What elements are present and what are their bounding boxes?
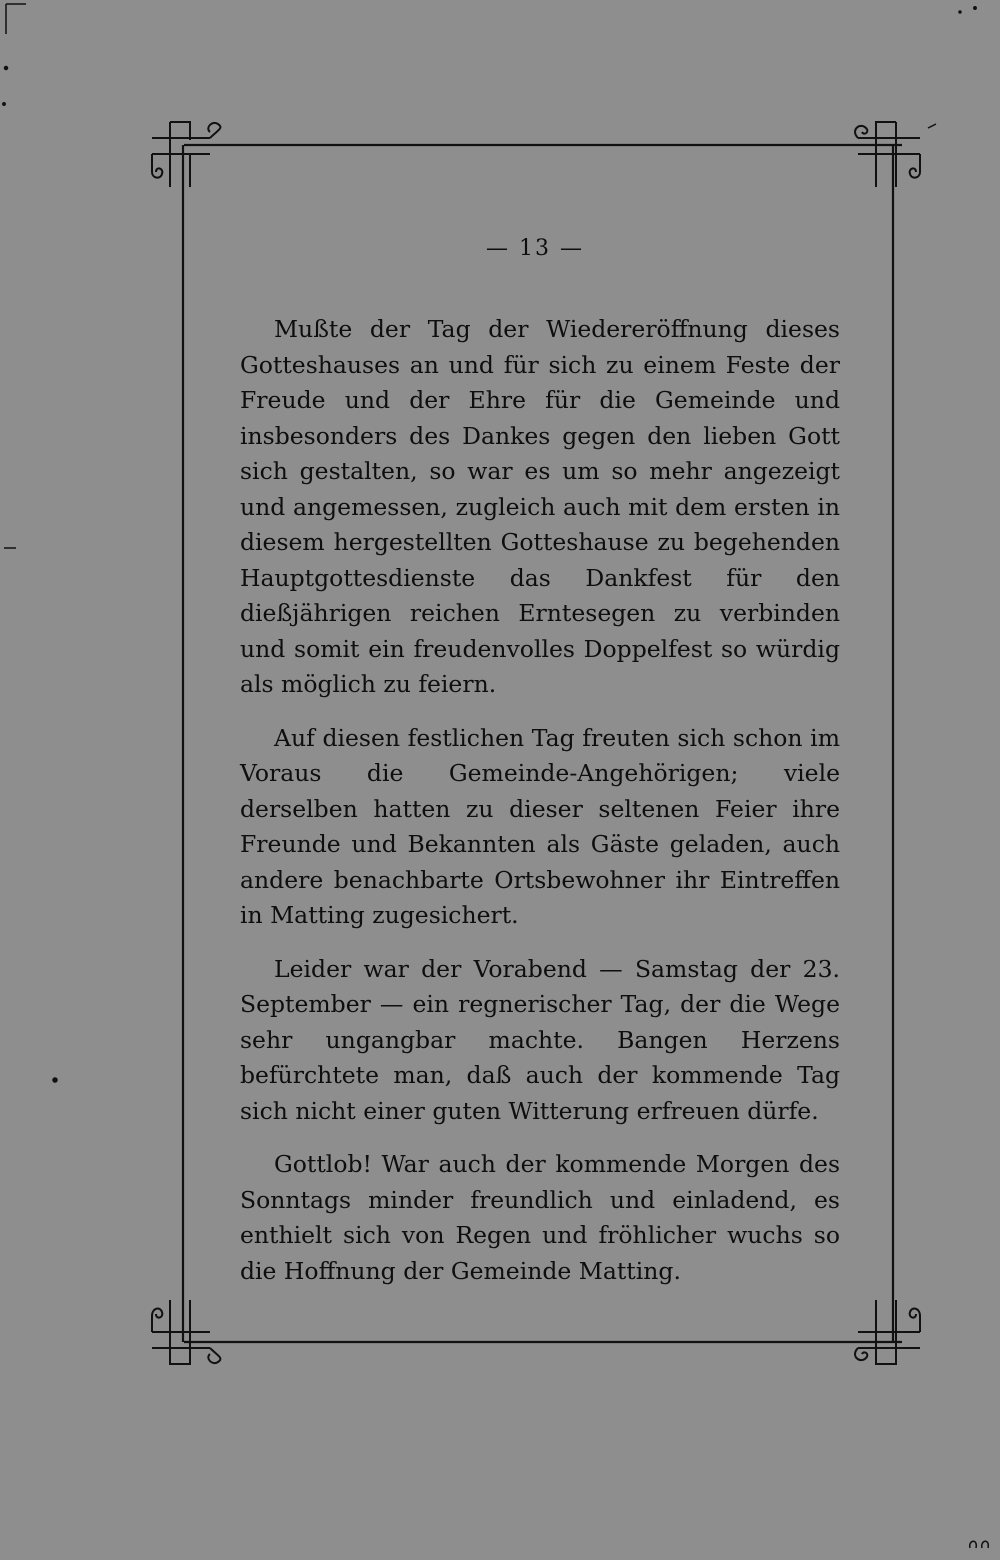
text-body <box>240 312 840 1289</box>
corner-ornament-top-left <box>152 122 220 187</box>
paragraph-1: Mußte der Tag der Wiedereröffnung dieses Gotteshauses an und für sich zu einem Feste der Freude und der Ehre für die Gemeinde und insbesonders des Dankes gegen den lieben Gott sich gestalten, so war es um so mehr angezeigt und angemessen, zugleich auch mit dem ersten in diesem hergestellten Gotteshause zu begehenden Hauptgottesdienste das Dankfest für den dießjährigen reichen Erntesegen zu verbinden und somit ein freudenvolles Doppelfest so würdig als möglich zu feiern. <box>240 315 840 698</box>
paragraph-3: Leider war der Vorabend — Samstag der 23. September — ein regnerischer Tag, der die Wege sehr ungangbar machte. Bangen Herzens befürchtete man, daß auch der kommende Tag sich nicht einer guten Witterung erfreuen dürfe. <box>240 954 840 1125</box>
page-number: — 13 — <box>486 236 584 261</box>
corner-ornament-bottom-left <box>152 1300 220 1364</box>
paragraph-4: Gottlob! War auch der kommende Morgen des Sonntags minder freundlich und einladend, es enthielt sich von Regen und fröhlicher wuchs so die Hoffnung der Gemeinde Matting. <box>240 1150 840 1285</box>
paragraph-2: Auf diesen festlichen Tag freuten sich schon im Voraus die Gemeinde-Angehörigen; viele derselben hatten zu dieser seltenen Feier ihre Freunde und Bekannten als Gäste geladen, auch andere benachbarte Ortsbewohner ihr Eintreffen in Matting zugesichert. <box>240 723 840 929</box>
corner-ornament-bottom-right <box>855 1300 920 1364</box>
corner-ornament-top-right <box>855 122 920 187</box>
